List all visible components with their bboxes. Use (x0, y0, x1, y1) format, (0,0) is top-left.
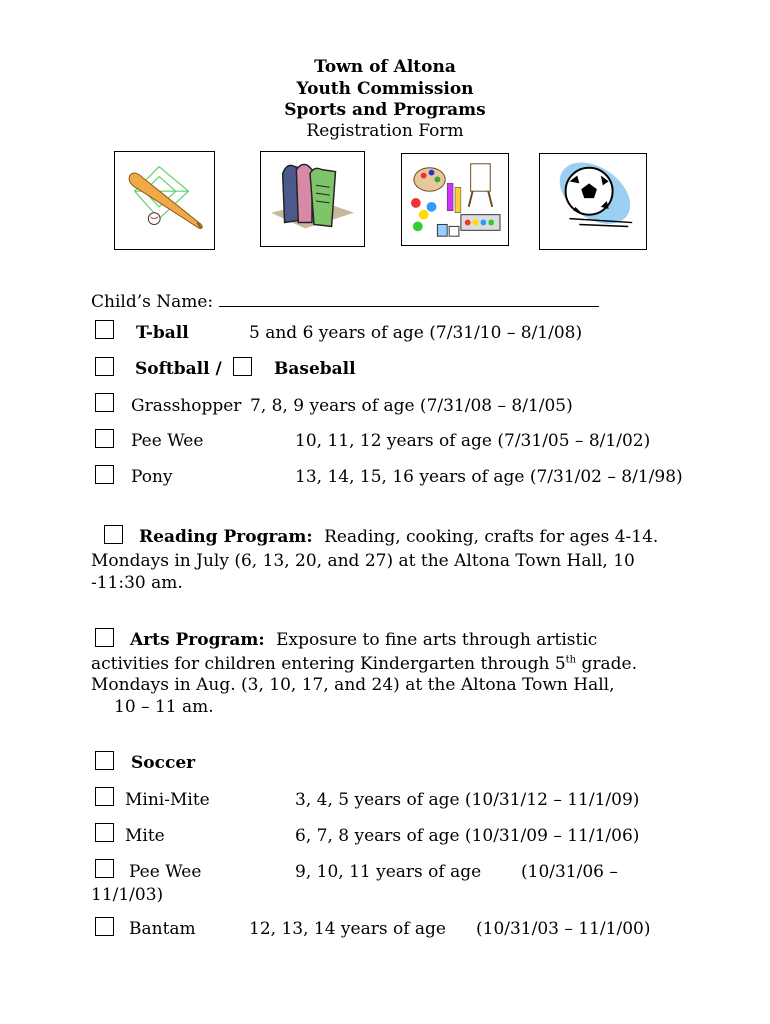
mite-label: Mite (125, 826, 165, 846)
arts-text3: Mondays in Aug. (3, 10, 17, and 24) at the Altona Town Hall, (91, 675, 615, 695)
tball-desc: 5 and 6 years of age (7/31/10 – 8/1/08) (249, 323, 583, 343)
peewee-desc: 10, 11, 12 years of age (7/31/05 – 8/1/02) (295, 431, 651, 451)
pony-label: Pony (131, 467, 173, 487)
minimite-desc: 3, 4, 5 years of age (10/31/12 – 11/1/09) (295, 790, 640, 810)
art-supplies-icon (401, 153, 509, 246)
arts-text1: Exposure to fine arts through artistic (276, 630, 598, 650)
peewee-checkbox[interactable] (95, 429, 114, 448)
soccer-peewee-dates2: 11/1/03) (91, 885, 164, 905)
arts-text4: 10 – 11 am. (114, 697, 214, 717)
reading-checkbox[interactable] (104, 525, 123, 544)
soccer-peewee-desc: 9, 10, 11 years of age (295, 862, 482, 882)
tball-checkbox[interactable] (95, 320, 114, 339)
reading-line1 (139, 527, 658, 547)
bantam-desc: 12, 13, 14 years of age (249, 919, 446, 939)
softball-label: Softball / (135, 359, 222, 379)
grasshopper-desc: 7, 8, 9 years of age (7/31/08 – 8/1/05) (250, 396, 573, 416)
soccer-peewee-label: Pee Wee (129, 862, 202, 882)
arts-checkbox[interactable] (95, 628, 114, 647)
mite-desc: 6, 7, 8 years of age (10/31/09 – 11/1/06) (295, 826, 640, 846)
pony-desc: 13, 14, 15, 16 years of age (7/31/02 – 8/1/98) (295, 467, 683, 487)
bantam-checkbox[interactable] (95, 917, 114, 936)
arts-text2 (91, 654, 637, 674)
pony-checkbox[interactable] (95, 465, 114, 484)
reading-text3: -11:30 am. (91, 573, 183, 593)
soccer-ball-icon (539, 153, 647, 250)
grasshopper-label: Grasshopper (131, 396, 242, 416)
minimite-checkbox[interactable] (95, 787, 114, 806)
books-icon (260, 151, 365, 247)
soccer-peewee-checkbox[interactable] (95, 859, 114, 878)
arts-line1 (130, 630, 597, 650)
baseball-label: Baseball (274, 359, 356, 379)
reading-text1: Reading, cooking, crafts for ages 4-14. (324, 527, 659, 547)
soccer-checkbox[interactable] (95, 751, 114, 770)
baseball-checkbox[interactable] (233, 357, 252, 376)
arts-text2-sup: th (565, 654, 577, 666)
arts-text2a: activities for children entering Kindergarten through 5 (91, 654, 566, 674)
peewee-label: Pee Wee (131, 431, 204, 451)
minimite-label: Mini-Mite (125, 790, 210, 810)
softball-checkbox[interactable] (95, 357, 114, 376)
bantam-dates: (10/31/03 – 11/1/00) (476, 919, 651, 939)
child-name-label: Child’s Name: (91, 292, 214, 312)
child-name-row (91, 290, 599, 312)
baseball-bat-icon (114, 151, 215, 250)
mite-checkbox[interactable] (95, 823, 114, 842)
soccer-label: Soccer (131, 753, 196, 773)
arts-label: Arts Program: (130, 630, 265, 650)
grasshopper-checkbox[interactable] (95, 393, 114, 412)
bantam-label: Bantam (129, 919, 196, 939)
soccer-peewee-dates1: (10/31/06 – (521, 862, 618, 882)
reading-label: Reading Program: (139, 527, 313, 547)
title-programs: Sports and Programs (284, 100, 486, 120)
reading-text2: Mondays in July (6, 13, 20, and 27) at the Altona Town Hall, 10 (91, 551, 635, 571)
arts-text2b: grade. (576, 654, 638, 674)
title-commission: Youth Commission (296, 79, 474, 99)
title-form: Registration Form (306, 121, 464, 141)
title-town: Town of Altona (314, 57, 456, 77)
child-name-field[interactable] (219, 290, 599, 307)
tball-label: T-ball (136, 323, 189, 343)
